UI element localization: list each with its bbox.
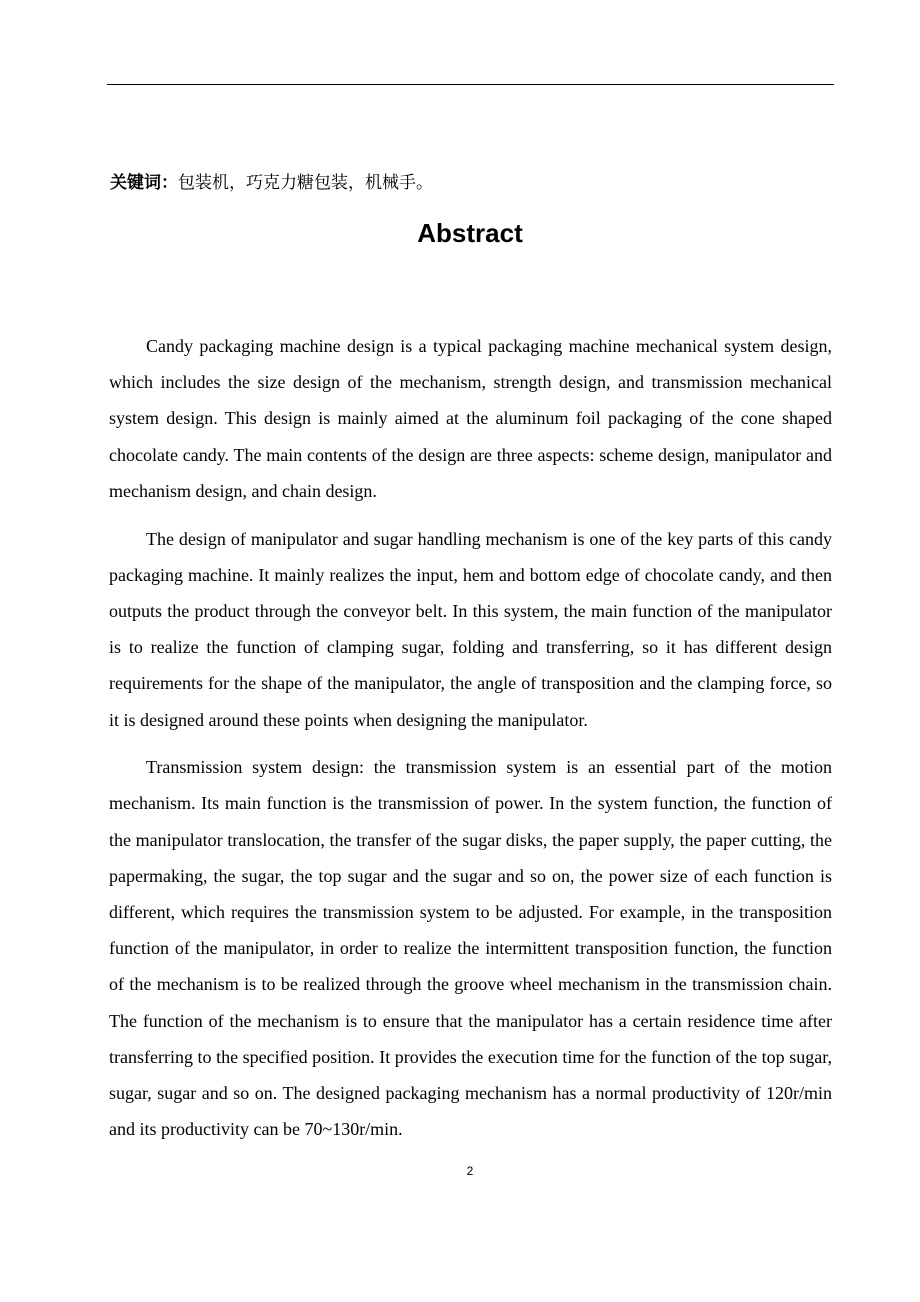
abstract-body <box>109 328 832 1159</box>
abstract-paragraph-2: The design of manipulator and sugar handling mechanism is one of the key parts of this candy packaging machine. It mainly realizes the input, hem and bottom edge of chocolate candy, and then outputs the product through the conveyor belt. In this system, the main function of the manipulator is to realize the function of clamping sugar, folding and transferring, so it has different design requirements for the shape of the manipulator, the angle of transposition and the clamping force, so it is designed around these points when designing the manipulator. <box>109 528 832 730</box>
abstract-title: Abstract <box>417 218 523 248</box>
keywords-label: 关键词： <box>110 173 178 193</box>
abstract-paragraph-1: Candy packaging machine design is a typical packaging machine mechanical system design, which includes the size design of the mechanism, strength design, and transmission mechanical system design. This design is mainly aimed at the aluminum foil packaging of the cone shaped chocolate candy. The main contents of the design are three aspects: scheme design, manipulator and mechanism design, and chain design. <box>109 336 832 501</box>
keywords-value: 包装机，巧克力糖包装，机械手。 <box>178 173 433 193</box>
page-number: 2 <box>466 1164 474 1178</box>
keywords-line <box>110 170 433 196</box>
abstract-paragraph-3: Transmission system design: the transmission system is an essential part of the motion mechanism. Its main function is the transmission of power. In the system function, the function of the manipulator translocation, the transfer of the sugar disks, the paper supply, the paper cutting, the papermaking, the sugar, the top sugar and the sugar and so on, the power size of each function is different, which requires the transmission system to be adjusted. For example, in the transposition function of the manipulator, in order to realize the intermittent transposition function, the function of the mechanism is to be realized through the groove wheel mechanism in the transmission chain. The function of the mechanism is to ensure that the manipulator has a certain residence time after transferring to the specified position. It provides the execution time for the function of the top sugar, sugar, sugar and so on. The designed packaging mechanism has a normal productivity of 120r/min and its productivity can be 70~130r/min. <box>109 757 832 1140</box>
header-rule <box>107 84 834 85</box>
